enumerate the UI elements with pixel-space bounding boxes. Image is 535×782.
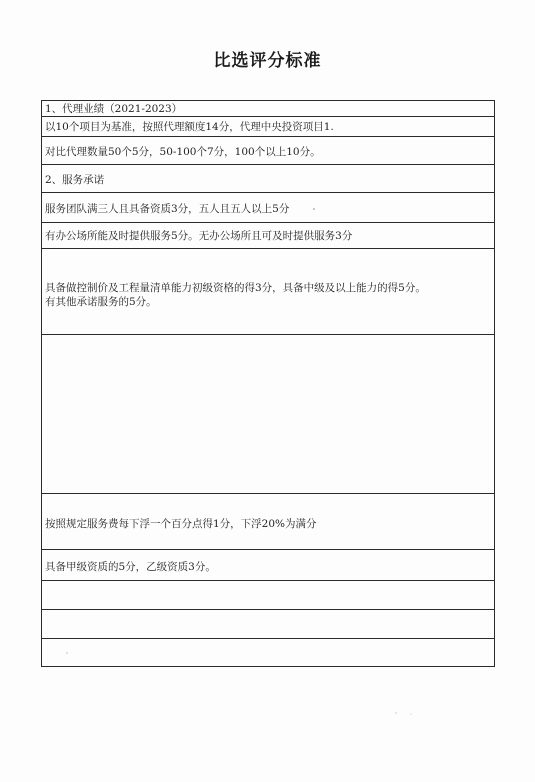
row-text: 以10个项目为基准，按照代理额度14分，代理中央投资项目1. [45,121,334,133]
row-text: 按照规定服务费每下浮一个百分点得1分，下浮20%为满分 [45,518,317,530]
row-text: 有办公场所能及时提供服务5分。无办公场所且可及时提供服务3分 [45,230,353,242]
scoring-table [41,100,495,667]
table-row [42,101,494,117]
table-row [42,335,494,494]
table-row [42,581,494,610]
row-text: 服务团队满三人且具备资质3分，五人且五人以上5分 [45,203,290,215]
table-row [42,249,494,335]
row-text: 具备做控制价及工程量清单能力初级资格的得3分，具备中级及以上能力的得5分。 有其他承诺服务的5分。 [45,282,426,308]
table-row [42,165,494,193]
table-row [42,117,494,137]
table-row [42,494,494,550]
table-row [42,193,494,223]
row-text: 1、代理业绩（2021-2023） [45,103,183,115]
row-text: 对比代理数量50个5分，50-100个7分，100个以上10分。 [45,146,321,158]
row-text: 2、服务承诺 [45,174,105,186]
table-row [42,550,494,581]
document-title: 比选评分标准 [213,51,322,71]
table-row [42,639,494,668]
table-row [42,137,494,165]
table-row [42,223,494,249]
table-row [42,610,494,639]
row-text: 具备甲级资质的5分，乙级资质3分。 [45,561,216,573]
